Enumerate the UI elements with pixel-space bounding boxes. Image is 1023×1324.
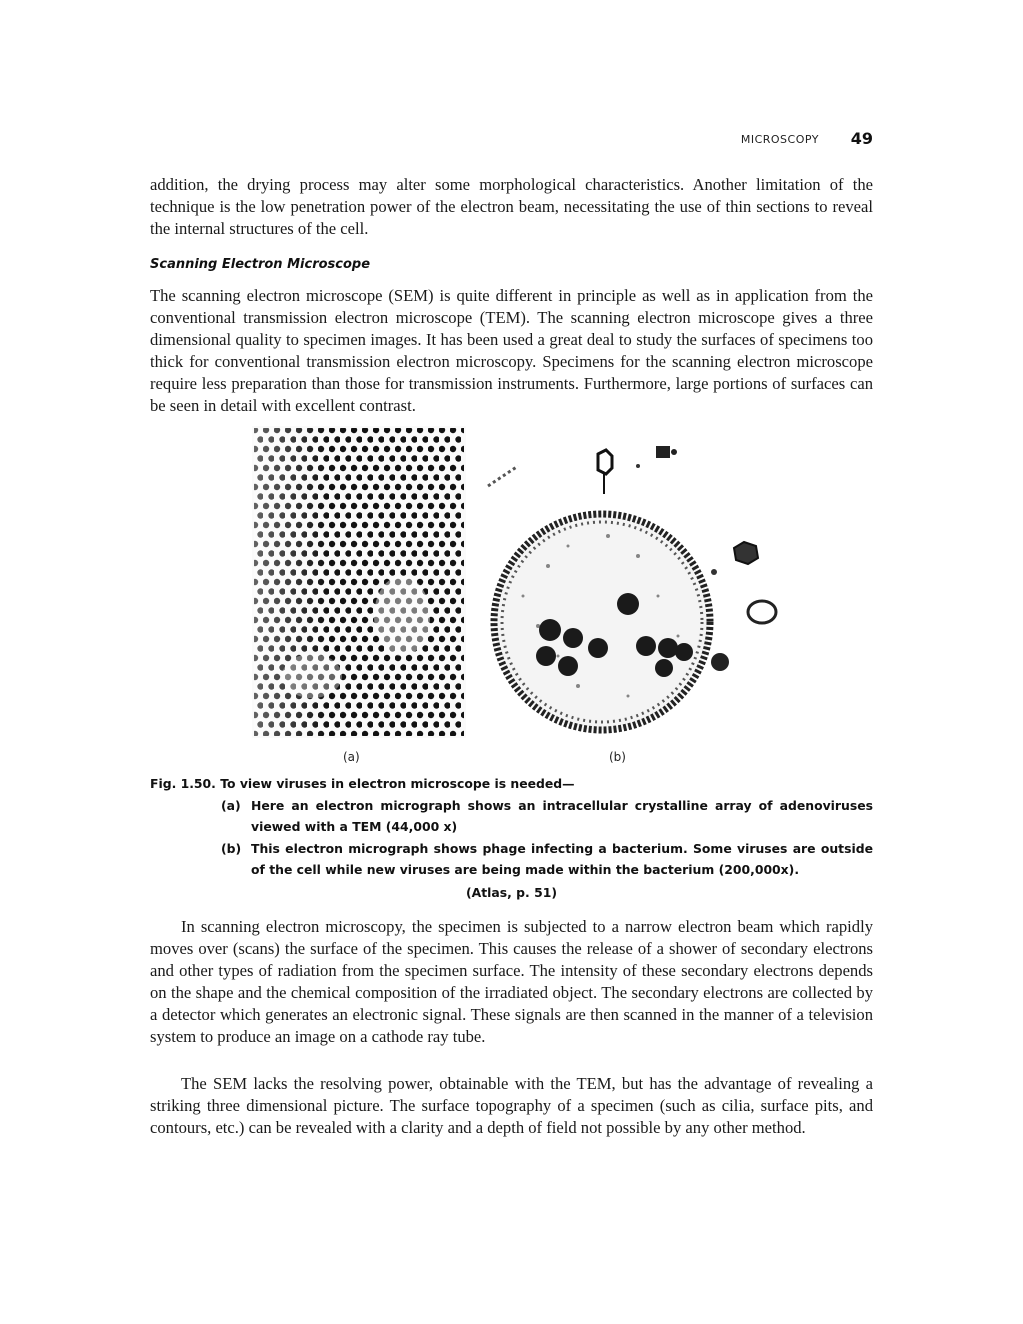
caption-item-tag: (a) (221, 798, 241, 813)
paragraph-sem-advantage: The SEM lacks the resolving power, obtainable with the TEM, but has the advantage of revealing a striking three dimensional picture. The surface topography of a specimen (such as cilia, surface pits, and contours, etc.) can be revealed with a clarity and a depth of field not possible by any other method. (150, 1074, 873, 1137)
section-heading: Scanning Electron Microscope (150, 257, 371, 272)
page-header (150, 130, 873, 154)
caption-item-text: This electron micrograph shows phage infecting a bacterium. Some viruses are outside of the cell while new viruses are being made within the bacterium (200,000x). (251, 841, 873, 877)
figure-caption-item-a (221, 795, 873, 837)
paragraph-sem-process: In scanning electron microscopy, the specimen is subjected to a narrow electron beam which rapidly moves over (scans) the surface of the specimen. This causes the release of a shower of secondary electrons and other types of radiation from the specimen surface. The intensity of these secondary electrons depends on the shape and the chemical composition of the irradiated object. The secondary electrons are collected by a detector which generates an electronic signal. These signals are then scanned in the manner of a television system to produce an image on a cathode ray tube. (150, 917, 873, 1046)
running-head: MICROSCOPY (740, 133, 819, 146)
paragraph-sem-intro: The scanning electron microscope (SEM) is quite different in principle as well as in application from the conventional transmission electron microscope (TEM). The scanning electron microscope gives a three dimensional quality to specimen images. It has been used a great deal to study the surfaces of specimens too thick for conventional transmission electron microscopy. Specimens for the scanning electron microscope require less preparation than those for transmission instruments. Furthermore, large portions of surfaces can be seen in detail with excellent contrast. (150, 286, 873, 415)
figure-label-b: (b) (609, 750, 626, 764)
figure-label-a: (a) (343, 750, 360, 764)
page-number: 49 (850, 129, 873, 148)
micrograph-adenovirus-array (252, 426, 466, 738)
caption-item-tag: (b) (221, 841, 242, 856)
figure-caption-item-b (221, 838, 873, 880)
figure-caption-title: Fig. 1.50. To view viruses in electron microscope is needed— (150, 776, 575, 791)
paragraph-continuation: addition, the drying process may alter some morphological characteristics. Another limitation of the technique is the low penetration power of the electron beam, necessitating the use of thin sections to reveal the internal structures of the cell. (150, 175, 873, 238)
micrograph-phage-bacterium (478, 426, 788, 744)
figure-source: (Atlas, p. 51) (466, 885, 557, 900)
caption-item-text: Here an electron micrograph shows an intracellular crystalline array of adenoviruses viewed with a TEM (44,000 x) (251, 798, 873, 834)
